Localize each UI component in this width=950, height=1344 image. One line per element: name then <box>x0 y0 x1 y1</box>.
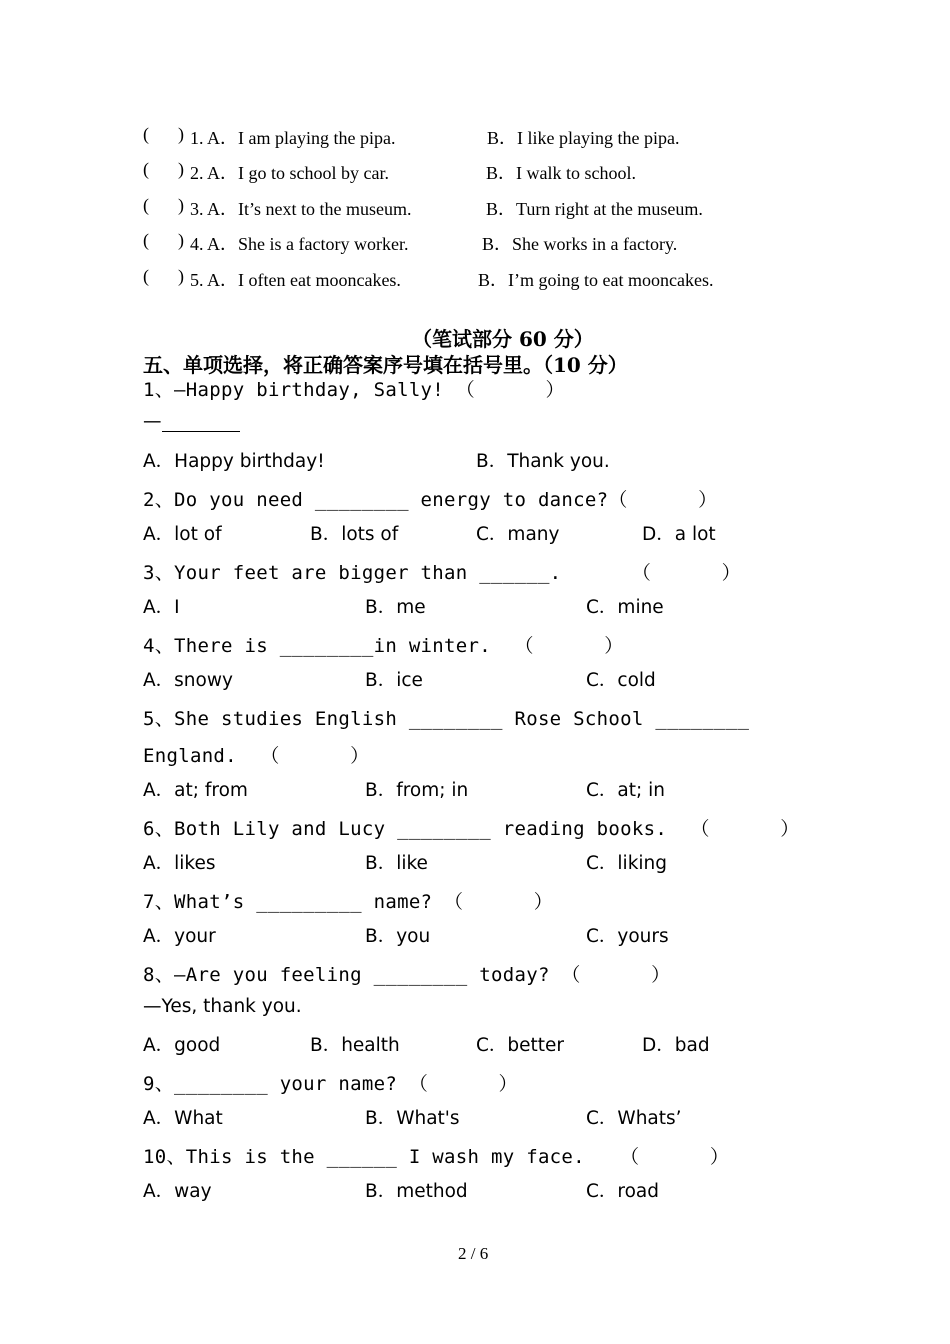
option-b: B．lots of <box>310 524 399 545</box>
option-a: 3. A．It’s next to the museum. <box>190 199 412 219</box>
option-c: C．at; in <box>586 780 665 801</box>
option-c: C．better <box>476 1035 565 1056</box>
question-stem: 3、Your feet are bigger than ______. （ ） <box>143 562 741 584</box>
question-stem: 7、What’s _________ name? （ ） <box>143 891 554 913</box>
answer-paren-open: ( <box>143 266 149 286</box>
option-d: D．a lot <box>642 524 716 545</box>
option-b: B．I like playing the pipa. <box>487 128 680 148</box>
question-stem: 8、—Are you feeling ________ today? （ ） <box>143 964 671 986</box>
answer-paren-open: ( <box>143 195 149 215</box>
option-a: A．way <box>143 1181 212 1202</box>
question-stem: 4、There is ________in winter. （ ） <box>143 635 624 657</box>
option-a: 1. A．I am playing the pipa. <box>190 128 396 148</box>
option-a: A．likes <box>143 853 216 874</box>
question-stem: 9、________ your name? （ ） <box>143 1073 518 1095</box>
option-b: B．Thank you. <box>476 451 610 472</box>
answer-paren-open: ( <box>143 159 149 179</box>
option-a: 2. A．I go to school by car. <box>190 163 389 183</box>
answer-paren-close: ) <box>178 230 184 250</box>
option-d: D．bad <box>642 1035 710 1056</box>
option-a: A．I <box>143 597 180 618</box>
answer-paren-close: ) <box>178 124 184 144</box>
reply-dash: — <box>143 411 162 432</box>
option-c: C．Whats’ <box>586 1108 682 1129</box>
option-b: B．me <box>365 597 426 618</box>
section-title: 五、单项选择，将正确答案序号填在括号里。（10 分） <box>143 353 628 377</box>
option-b: B．you <box>365 926 431 947</box>
question-stem-continued: England. （ ） <box>143 745 370 767</box>
question-stem: 1、—Happy birthday, Sally! （ ） <box>143 379 565 401</box>
option-a: A．What <box>143 1108 223 1129</box>
option-c: C．yours <box>586 926 669 947</box>
option-b: B．method <box>365 1181 468 1202</box>
option-a: A．Happy birthday! <box>143 451 325 472</box>
answer-blank <box>162 431 240 432</box>
option-c: C．many <box>476 524 560 545</box>
option-b: B．health <box>310 1035 400 1056</box>
option-b: B．I walk to school. <box>486 163 636 183</box>
answer-paren-open: ( <box>143 124 149 144</box>
answer-paren-close: ) <box>178 266 184 286</box>
option-c: C．liking <box>586 853 668 874</box>
option-b: B．from; in <box>365 780 469 801</box>
option-c: C．cold <box>586 670 656 691</box>
written-part-title: （笔试部分 60 分） <box>412 327 594 351</box>
option-c: C．road <box>586 1181 660 1202</box>
option-a: 5. A．I often eat mooncakes. <box>190 270 401 290</box>
option-b: B．She works in a factory. <box>482 234 678 254</box>
option-b: B．ice <box>365 670 423 691</box>
option-a: A．lot of <box>143 524 222 545</box>
answer-paren-close: ) <box>178 159 184 179</box>
question-stem: 6、Both Lily and Lucy ________ reading books. （ ） <box>143 818 800 840</box>
answer-paren-open: ( <box>143 230 149 250</box>
option-a: 4. A．She is a factory worker. <box>190 234 409 254</box>
option-a: A．at; from <box>143 780 248 801</box>
option-b: B．like <box>365 853 428 874</box>
option-a: A．your <box>143 926 216 947</box>
answer-paren-close: ) <box>178 195 184 215</box>
option-a: A．good <box>143 1035 221 1056</box>
question-stem: 5、She studies English ________ Rose School ________ <box>143 708 750 730</box>
option-b: B．Turn right at the museum. <box>486 199 703 219</box>
option-c: C．mine <box>586 597 664 618</box>
page-number: 2 / 6 <box>458 1244 489 1263</box>
option-a: A．snowy <box>143 670 233 691</box>
reply-text: —Yes, thank you. <box>143 996 302 1017</box>
question-stem: 2、Do you need ________ energy to dance?（ ） <box>143 489 718 511</box>
option-b: B．I’m going to eat mooncakes. <box>478 270 714 290</box>
question-stem: 10、This is the ______ I wash my face. （ ） <box>143 1146 730 1168</box>
option-b: B．What's <box>365 1108 460 1129</box>
